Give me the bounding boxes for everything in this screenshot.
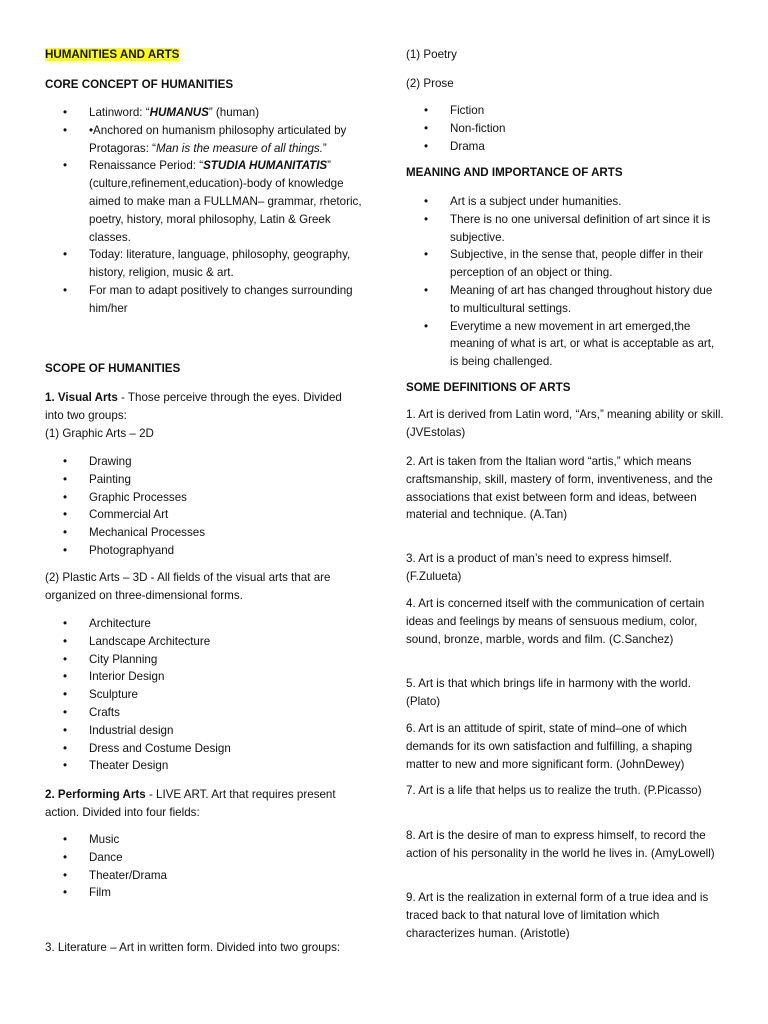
list-item: • Fiction xyxy=(424,102,724,120)
definition-item: 5. Art is that which brings life in harmony with the world. (Plato) xyxy=(406,677,691,708)
list-item: • Theater Design xyxy=(63,757,363,775)
definition-item: 3. Art is a product of man’s need to express himself. (F.Zulueta) xyxy=(406,552,672,583)
definition-item: 6. Art is an attitude of spirit, state of mind–one of which demands for its own satisfaction and fulfilling, a shaping matter to new and more significant form. (JohnDewey) xyxy=(406,722,693,771)
scope-heading: SCOPE OF HUMANITIES xyxy=(45,362,181,375)
plastic-arts-paragraph: (2) Plastic Arts – 3D - All fields of the visual arts that are organized on three-dimensional forms. xyxy=(45,571,331,602)
definition-item: 8. Art is the desire of man to express himself, to record the action of his personality in the world he lives in. (AmyLowell) xyxy=(406,829,715,860)
definition-item: 7. Art is a life that helps us to realize the truth. (P.Picasso) xyxy=(406,784,702,797)
list-item: • Dance xyxy=(63,849,363,867)
list-item: • Crafts xyxy=(63,704,363,722)
definition-item: 4. Art is concerned itself with the communication of certain ideas and feelings by means of sensuous medium, color, sound, bronze, marble, words and film. (C.Sanchez) xyxy=(406,597,705,646)
visual-arts-paragraph: 1. Visual Arts - Those perceive through the eyes. Divided into two groups: (1) Graphic Arts – 2D xyxy=(45,391,342,440)
definitions-heading: SOME DEFINITIONS OF ARTS xyxy=(406,381,571,394)
list-item: • Drawing xyxy=(63,453,363,471)
list-item: • •Anchored on humanism philosophy articulated by Protagoras: “Man is the measure of all things.” xyxy=(63,122,363,158)
list-item: • Everytime a new movement in art emerged,the meaning of what is art, or what is acceptable as art, is being challenged. xyxy=(424,318,724,371)
definition-item: 2. Art is taken from the Italian word “artis,” which means craftsmanship, skill, mastery of form, inventiveness, and the associations that exist between form and ideas, between material and technique. (A.Tan) xyxy=(406,455,713,522)
list-item: • Drama xyxy=(424,138,724,156)
meaning-list xyxy=(424,193,724,371)
list-item: • Latinword: “HUMANUS” (human) xyxy=(63,104,363,122)
list-item: • City Planning xyxy=(63,651,363,669)
list-item: • Today: literature, language, philosophy, geography, history, religion, music & art. xyxy=(63,246,363,282)
list-item: • Landscape Architecture xyxy=(63,633,363,651)
list-item: • Interior Design xyxy=(63,668,363,686)
meaning-heading: MEANING AND IMPORTANCE OF ARTS xyxy=(406,166,623,179)
list-item: • Renaissance Period: “STUDIA HUMANITATIS” (culture,refinement,education)-body of knowledge aimed to make man a FULLMAN– grammar, rhetoric, poetry, history, moral philosophy, Latin & Greek classes. xyxy=(63,157,363,246)
list-item: • For man to adapt positively to changes surrounding him/her xyxy=(63,282,363,318)
prose-label: (2) Prose xyxy=(406,77,454,90)
list-item: • Subjective, in the sense that, people differ in their perception of an object or thing. xyxy=(424,246,724,282)
list-item: • Art is a subject under humanities. xyxy=(424,193,724,211)
list-item: • Architecture xyxy=(63,615,363,633)
list-item: • Painting xyxy=(63,471,363,489)
plastic-arts-list xyxy=(63,615,363,775)
literature-paragraph: 3. Literature – Art in written form. Divided into two groups: xyxy=(45,941,341,954)
list-item: • Commercial Art xyxy=(63,506,363,524)
list-item: • Film xyxy=(63,884,363,902)
definition-item: 1. Art is derived from Latin word, “Ars,” meaning ability or skill. (JVEstolas) xyxy=(406,408,724,439)
performing-arts-paragraph: 2. Performing Arts - LIVE ART. Art that requires present action. Divided into four fields: xyxy=(45,788,336,819)
list-item: • Dress and Costume Design xyxy=(63,740,363,758)
performing-arts-list xyxy=(63,831,363,902)
list-item: • Photographyand xyxy=(63,542,363,560)
graphic-arts-list xyxy=(63,453,363,560)
document-title: HUMANITIES AND ARTS xyxy=(45,48,180,61)
definition-item: 9. Art is the realization in external form of a true idea and is traced back to that natural love of limitation which characterizes human. (Aristotle) xyxy=(406,891,709,940)
list-item: • Graphic Processes xyxy=(63,489,363,507)
prose-list xyxy=(424,102,724,155)
list-item: • Meaning of art has changed throughout history due to multicultural settings. xyxy=(424,282,724,318)
list-item: • Non-fiction xyxy=(424,120,724,138)
list-item: • Industrial design xyxy=(63,722,363,740)
list-item: • Mechanical Processes xyxy=(63,524,363,542)
core-concept-heading: CORE CONCEPT OF HUMANITIES xyxy=(45,78,234,91)
list-item: • Music xyxy=(63,831,363,849)
core-concept-list xyxy=(63,104,363,318)
list-item: • Theater/Drama xyxy=(63,867,363,885)
poetry-label: (1) Poetry xyxy=(406,48,457,61)
list-item: • There is no one universal definition of art since it is subjective. xyxy=(424,211,724,247)
list-item: • Sculpture xyxy=(63,686,363,704)
